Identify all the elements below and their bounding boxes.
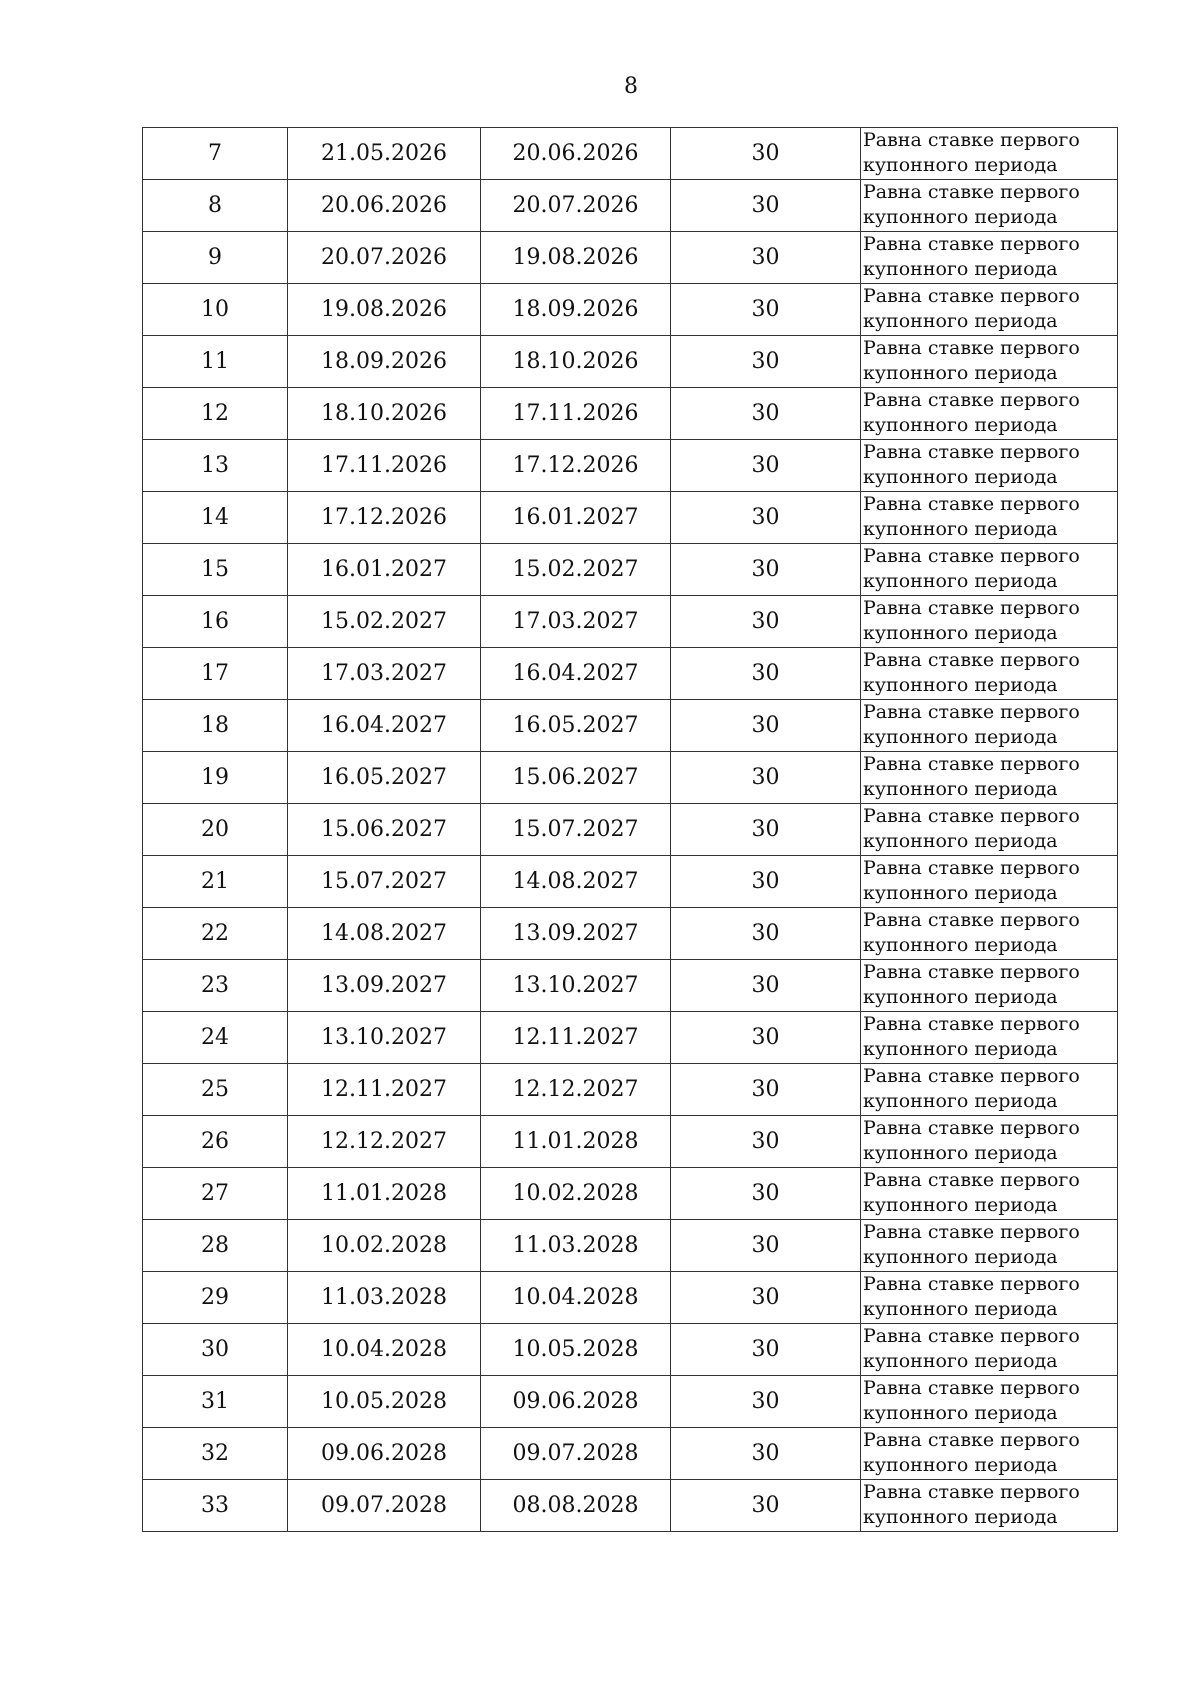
period-days-cell: 30 (671, 1480, 861, 1532)
table-body (143, 128, 1118, 1532)
period-start-date-cell: 10.04.2028 (288, 1324, 481, 1376)
coupon-number-cell: 30 (143, 1324, 288, 1376)
table-row (143, 1220, 1118, 1272)
period-days-cell: 30 (671, 1064, 861, 1116)
coupon-rate-text: купонного периода (863, 726, 1058, 748)
coupon-rate-text: купонного периода (863, 1194, 1058, 1216)
coupon-rate-cell (861, 180, 1118, 232)
coupon-number-cell: 26 (143, 1116, 288, 1168)
coupon-rate-text: Равна ставке первого (863, 1377, 1080, 1399)
coupon-rate-cell (861, 960, 1118, 1012)
table-row (143, 544, 1118, 596)
coupon-rate-text: купонного периода (863, 986, 1058, 1008)
period-days-cell: 30 (671, 440, 861, 492)
coupon-rate-cell (861, 1220, 1118, 1272)
coupon-rate-text: купонного периода (863, 258, 1058, 280)
period-end-date-cell: 13.10.2027 (481, 960, 671, 1012)
coupon-rate-text: купонного периода (863, 622, 1058, 644)
period-start-date-cell: 18.09.2026 (288, 336, 481, 388)
period-end-date-cell: 09.06.2028 (481, 1376, 671, 1428)
table-row (143, 128, 1118, 180)
coupon-number-cell: 16 (143, 596, 288, 648)
table-row (143, 752, 1118, 804)
period-end-date-cell: 18.09.2026 (481, 284, 671, 336)
coupon-number-cell: 10 (143, 284, 288, 336)
period-end-date-cell: 13.09.2027 (481, 908, 671, 960)
period-days-cell: 30 (671, 596, 861, 648)
coupon-number-cell: 15 (143, 544, 288, 596)
table-row (143, 1012, 1118, 1064)
coupon-rate-text: купонного периода (863, 1298, 1058, 1320)
period-days-cell: 30 (671, 388, 861, 440)
coupon-rate-text: Равна ставке первого (863, 909, 1080, 931)
table-row (143, 1480, 1118, 1532)
period-start-date-cell: 16.05.2027 (288, 752, 481, 804)
period-end-date-cell: 10.02.2028 (481, 1168, 671, 1220)
period-start-date-cell: 17.03.2027 (288, 648, 481, 700)
period-days-cell: 30 (671, 284, 861, 336)
coupon-rate-text: купонного периода (863, 570, 1058, 592)
coupon-rate-text: Равна ставке первого (863, 233, 1080, 255)
table-row (143, 1168, 1118, 1220)
coupon-rate-text: Равна ставке первого (863, 1481, 1080, 1503)
period-end-date-cell: 19.08.2026 (481, 232, 671, 284)
coupon-rate-cell (861, 1324, 1118, 1376)
coupon-rate-text: купонного периода (863, 206, 1058, 228)
period-days-cell: 30 (671, 128, 861, 180)
period-days-cell: 30 (671, 700, 861, 752)
coupon-number-cell: 27 (143, 1168, 288, 1220)
table-row (143, 232, 1118, 284)
coupon-number-cell: 17 (143, 648, 288, 700)
coupon-rate-cell (861, 1116, 1118, 1168)
period-end-date-cell: 16.04.2027 (481, 648, 671, 700)
period-end-date-cell: 09.07.2028 (481, 1428, 671, 1480)
coupon-number-cell: 12 (143, 388, 288, 440)
period-start-date-cell: 13.09.2027 (288, 960, 481, 1012)
period-end-date-cell: 20.06.2026 (481, 128, 671, 180)
coupon-number-cell: 33 (143, 1480, 288, 1532)
period-days-cell: 30 (671, 856, 861, 908)
coupon-number-cell: 24 (143, 1012, 288, 1064)
table-row (143, 284, 1118, 336)
coupon-number-cell: 22 (143, 908, 288, 960)
table-row (143, 336, 1118, 388)
coupon-rate-cell (861, 856, 1118, 908)
coupon-rate-text: Равна ставке первого (863, 129, 1080, 151)
coupon-rate-text: Равна ставке первого (863, 337, 1080, 359)
coupon-rate-cell (861, 388, 1118, 440)
period-end-date-cell: 15.06.2027 (481, 752, 671, 804)
coupon-rate-cell (861, 128, 1118, 180)
coupon-rate-text: Равна ставке первого (863, 857, 1080, 879)
period-days-cell: 30 (671, 544, 861, 596)
coupon-rate-text: Равна ставке первого (863, 753, 1080, 775)
period-start-date-cell: 18.10.2026 (288, 388, 481, 440)
coupon-rate-cell (861, 1064, 1118, 1116)
coupon-rate-text: купонного периода (863, 414, 1058, 436)
coupon-rate-text: Равна ставке первого (863, 1273, 1080, 1295)
coupon-rate-text: купонного периода (863, 362, 1058, 384)
table-row (143, 492, 1118, 544)
period-days-cell: 30 (671, 804, 861, 856)
coupon-rate-text: купонного периода (863, 1246, 1058, 1268)
table-row (143, 1324, 1118, 1376)
period-start-date-cell: 16.04.2027 (288, 700, 481, 752)
coupon-rate-text: Равна ставке первого (863, 1013, 1080, 1035)
coupon-number-cell: 9 (143, 232, 288, 284)
period-start-date-cell: 12.12.2027 (288, 1116, 481, 1168)
period-days-cell: 30 (671, 752, 861, 804)
period-days-cell: 30 (671, 1376, 861, 1428)
coupon-rate-cell (861, 440, 1118, 492)
coupon-rate-cell (861, 1168, 1118, 1220)
coupon-rate-text: купонного периода (863, 1090, 1058, 1112)
coupon-rate-cell (861, 700, 1118, 752)
coupon-rate-text: купонного периода (863, 1350, 1058, 1372)
period-start-date-cell: 19.08.2026 (288, 284, 481, 336)
coupon-number-cell: 21 (143, 856, 288, 908)
table-row (143, 1116, 1118, 1168)
period-start-date-cell: 16.01.2027 (288, 544, 481, 596)
coupon-rate-text: Равна ставке первого (863, 493, 1080, 515)
period-start-date-cell: 09.06.2028 (288, 1428, 481, 1480)
coupon-schedule-table (142, 127, 1118, 1532)
coupon-rate-text: купонного периода (863, 674, 1058, 696)
coupon-number-cell: 13 (143, 440, 288, 492)
period-end-date-cell: 08.08.2028 (481, 1480, 671, 1532)
period-days-cell: 30 (671, 1272, 861, 1324)
table-row (143, 180, 1118, 232)
coupon-number-cell: 31 (143, 1376, 288, 1428)
coupon-rate-text: Равна ставке первого (863, 701, 1080, 723)
period-days-cell: 30 (671, 180, 861, 232)
period-start-date-cell: 10.05.2028 (288, 1376, 481, 1428)
period-end-date-cell: 10.04.2028 (481, 1272, 671, 1324)
coupon-rate-cell (861, 1012, 1118, 1064)
table-row (143, 440, 1118, 492)
period-days-cell: 30 (671, 232, 861, 284)
coupon-number-cell: 32 (143, 1428, 288, 1480)
period-end-date-cell: 17.03.2027 (481, 596, 671, 648)
period-end-date-cell: 11.01.2028 (481, 1116, 671, 1168)
period-days-cell: 30 (671, 648, 861, 700)
coupon-rate-text: Равна ставке первого (863, 1169, 1080, 1191)
coupon-number-cell: 11 (143, 336, 288, 388)
coupon-number-cell: 19 (143, 752, 288, 804)
table-row (143, 1428, 1118, 1480)
period-start-date-cell: 15.06.2027 (288, 804, 481, 856)
period-end-date-cell: 16.05.2027 (481, 700, 671, 752)
table-row (143, 1272, 1118, 1324)
table-row (143, 856, 1118, 908)
coupon-rate-cell (861, 596, 1118, 648)
period-start-date-cell: 11.01.2028 (288, 1168, 481, 1220)
period-days-cell: 30 (671, 1168, 861, 1220)
coupon-rate-cell (861, 232, 1118, 284)
coupon-rate-text: Равна ставке первого (863, 1065, 1080, 1087)
coupon-rate-text: купонного периода (863, 882, 1058, 904)
period-start-date-cell: 11.03.2028 (288, 1272, 481, 1324)
coupon-rate-cell (861, 1428, 1118, 1480)
coupon-rate-text: купонного периода (863, 934, 1058, 956)
period-start-date-cell: 10.02.2028 (288, 1220, 481, 1272)
coupon-rate-text: Равна ставке первого (863, 1117, 1080, 1139)
period-days-cell: 30 (671, 1324, 861, 1376)
period-start-date-cell: 12.11.2027 (288, 1064, 481, 1116)
coupon-rate-text: Равна ставке первого (863, 961, 1080, 983)
coupon-number-cell: 23 (143, 960, 288, 1012)
coupon-number-cell: 7 (143, 128, 288, 180)
table-row (143, 1064, 1118, 1116)
table-row (143, 596, 1118, 648)
coupon-rate-cell (861, 336, 1118, 388)
table-row (143, 388, 1118, 440)
coupon-rate-text: купонного периода (863, 1402, 1058, 1424)
coupon-rate-text: купонного периода (863, 1454, 1058, 1476)
coupon-number-cell: 20 (143, 804, 288, 856)
coupon-rate-text: купонного периода (863, 1142, 1058, 1164)
coupon-rate-cell (861, 1272, 1118, 1324)
coupon-rate-cell (861, 1480, 1118, 1532)
coupon-rate-text: Равна ставке первого (863, 649, 1080, 671)
coupon-rate-text: купонного периода (863, 466, 1058, 488)
coupon-rate-text: купонного периода (863, 1506, 1058, 1528)
coupon-rate-text: купонного периода (863, 778, 1058, 800)
table-row (143, 648, 1118, 700)
coupon-rate-text: купонного периода (863, 830, 1058, 852)
period-start-date-cell: 17.11.2026 (288, 440, 481, 492)
coupon-rate-text: купонного периода (863, 518, 1058, 540)
period-end-date-cell: 20.07.2026 (481, 180, 671, 232)
period-days-cell: 30 (671, 1428, 861, 1480)
period-end-date-cell: 18.10.2026 (481, 336, 671, 388)
period-days-cell: 30 (671, 960, 861, 1012)
period-days-cell: 30 (671, 336, 861, 388)
coupon-rate-text: купонного периода (863, 154, 1058, 176)
period-start-date-cell: 20.06.2026 (288, 180, 481, 232)
period-end-date-cell: 12.11.2027 (481, 1012, 671, 1064)
coupon-rate-text: Равна ставке первого (863, 1221, 1080, 1243)
coupon-rate-text: Равна ставке первого (863, 545, 1080, 567)
period-days-cell: 30 (671, 1116, 861, 1168)
coupon-rate-text: Равна ставке первого (863, 181, 1080, 203)
coupon-rate-text: Равна ставке первого (863, 441, 1080, 463)
coupon-rate-cell (861, 492, 1118, 544)
coupon-rate-cell (861, 544, 1118, 596)
period-start-date-cell: 17.12.2026 (288, 492, 481, 544)
period-end-date-cell: 10.05.2028 (481, 1324, 671, 1376)
period-days-cell: 30 (671, 1012, 861, 1064)
period-start-date-cell: 20.07.2026 (288, 232, 481, 284)
table-row (143, 804, 1118, 856)
period-days-cell: 30 (671, 908, 861, 960)
coupon-rate-text: Равна ставке первого (863, 1325, 1080, 1347)
period-end-date-cell: 17.11.2026 (481, 388, 671, 440)
period-end-date-cell: 15.02.2027 (481, 544, 671, 596)
coupon-rate-text: Равна ставке первого (863, 597, 1080, 619)
coupon-number-cell: 18 (143, 700, 288, 752)
period-start-date-cell: 21.05.2026 (288, 128, 481, 180)
period-start-date-cell: 15.02.2027 (288, 596, 481, 648)
period-end-date-cell: 12.12.2027 (481, 1064, 671, 1116)
coupon-rate-cell (861, 908, 1118, 960)
coupon-rate-cell (861, 804, 1118, 856)
period-end-date-cell: 14.08.2027 (481, 856, 671, 908)
table-row (143, 1376, 1118, 1428)
table-row (143, 700, 1118, 752)
coupon-rate-cell (861, 1376, 1118, 1428)
period-start-date-cell: 09.07.2028 (288, 1480, 481, 1532)
period-start-date-cell: 13.10.2027 (288, 1012, 481, 1064)
coupon-rate-text: купонного периода (863, 1038, 1058, 1060)
period-end-date-cell: 17.12.2026 (481, 440, 671, 492)
coupon-rate-cell (861, 752, 1118, 804)
coupon-number-cell: 28 (143, 1220, 288, 1272)
page-number: 8 (624, 74, 638, 99)
period-start-date-cell: 14.08.2027 (288, 908, 481, 960)
coupon-number-cell: 29 (143, 1272, 288, 1324)
table-row (143, 960, 1118, 1012)
table-row (143, 908, 1118, 960)
period-days-cell: 30 (671, 492, 861, 544)
coupon-rate-text: Равна ставке первого (863, 285, 1080, 307)
coupon-number-cell: 25 (143, 1064, 288, 1116)
period-end-date-cell: 11.03.2028 (481, 1220, 671, 1272)
coupon-rate-text: купонного периода (863, 310, 1058, 332)
period-start-date-cell: 15.07.2027 (288, 856, 481, 908)
period-days-cell: 30 (671, 1220, 861, 1272)
coupon-rate-cell (861, 648, 1118, 700)
period-end-date-cell: 16.01.2027 (481, 492, 671, 544)
period-end-date-cell: 15.07.2027 (481, 804, 671, 856)
coupon-number-cell: 8 (143, 180, 288, 232)
coupon-rate-text: Равна ставке первого (863, 805, 1080, 827)
coupon-number-cell: 14 (143, 492, 288, 544)
coupon-rate-cell (861, 284, 1118, 336)
coupon-rate-text: Равна ставке первого (863, 389, 1080, 411)
coupon-rate-text: Равна ставке первого (863, 1429, 1080, 1451)
